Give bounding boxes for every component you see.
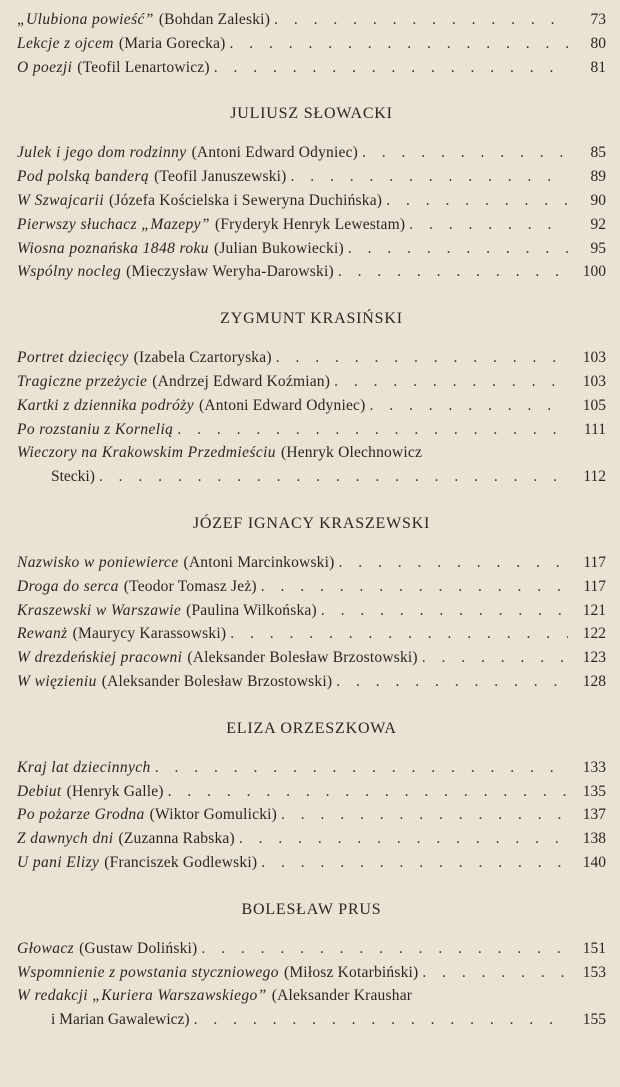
toc-entry [17, 213, 606, 237]
page-number: 123 [582, 649, 606, 667]
page-number: 111 [583, 420, 606, 438]
entry-title: O poezji [17, 58, 73, 76]
page-number: 117 [583, 553, 606, 571]
entry-title: Wiosna poznańska 1848 roku [17, 239, 209, 257]
page-number: 151 [582, 939, 606, 957]
dot-leader [230, 32, 568, 56]
entry-author: (Paulina Wilkońska) [186, 601, 317, 619]
entry-author: (Józefa Kościelska i Seweryna Duchińska) [109, 191, 383, 209]
entry-author: (Maria Gorecka) [118, 34, 226, 52]
entry-title: W więzieniu [17, 672, 97, 690]
dot-leader [291, 165, 568, 189]
entry-author: (Gustaw Doliński) [79, 939, 198, 957]
entry-author: (Teofil Lenartowicz) [77, 58, 210, 76]
entry-title: Kartki z dziennika podróży [17, 396, 195, 414]
page-number: 103 [582, 372, 606, 390]
entry-title: W redakcji „Kuriera Warszawskiego” [17, 987, 267, 1005]
toc-entry [17, 32, 606, 56]
page-number: 112 [583, 468, 606, 486]
entry-author: (Antoni Edward Odyniec) [199, 396, 366, 414]
dot-leader [230, 622, 568, 646]
toc-entry [17, 599, 606, 623]
dot-leader [422, 961, 568, 985]
toc-entry [17, 827, 606, 851]
dot-leader [338, 260, 568, 284]
toc-entry [17, 622, 606, 646]
dot-leader [339, 551, 569, 575]
entry-title: Wspólny nocleg [17, 263, 122, 281]
page-number: 95 [590, 239, 606, 257]
page-number: 117 [583, 577, 606, 595]
entry-author: (Teofil Januszewski) [154, 168, 287, 186]
page-number: 128 [582, 672, 606, 690]
toc-entry [17, 56, 606, 80]
section-heading: ELIZA ORZESZKOWA [226, 719, 397, 737]
section-heading: JULIUSZ SŁOWACKI [230, 105, 393, 123]
entry-title: Wspomnienie z powstania styczniowego [17, 963, 279, 981]
toc-entry [17, 984, 606, 1032]
toc-entry [17, 189, 606, 213]
entry-author: (Maurycy Karassowski) [72, 625, 227, 643]
toc-entry [17, 237, 606, 261]
entry-title: Portret dziecięcy [17, 349, 129, 367]
dot-leader [409, 213, 568, 237]
entry-title: Nazwisko w poniewierce [17, 553, 179, 571]
dot-leader [422, 646, 568, 670]
entry-title: Tragiczne przeżycie [17, 372, 148, 390]
entry-title: Kraj lat dziecinnych [17, 758, 151, 776]
entry-title: Julek i jego dom rodzinny [17, 144, 187, 162]
page-number: 92 [590, 215, 606, 233]
entry-title: „Ulubiona powieść” [17, 11, 154, 28]
entry-author: (Henryk Galle) [66, 782, 164, 800]
toc-entry [17, 756, 606, 780]
page-number: 137 [582, 806, 606, 824]
page-number: 153 [582, 963, 606, 981]
toc-entry [17, 551, 606, 575]
page-number: 73 [590, 11, 606, 28]
dot-leader [348, 237, 568, 261]
section-heading: JÓZEF IGNACY KRASZEWSKI [192, 514, 431, 532]
toc-entry [17, 937, 606, 961]
page-number: 155 [582, 1011, 606, 1029]
entry-author: (Julian Bukowiecki) [213, 239, 344, 257]
entry-author: (Antoni Marcinkowski) [183, 553, 335, 571]
entry-author: (Fryderyk Henryk Lewestam) [214, 215, 406, 233]
entry-author: (Teodor Tomasz Jeż) [123, 577, 257, 595]
entry-author: (Mieczysław Weryha-Darowski) [126, 263, 334, 281]
toc-entry [17, 646, 606, 670]
entry-author: (Aleksander Kraushar [271, 987, 413, 1005]
entry-title: Głowacz [17, 939, 75, 957]
entry-author: (Zuzanna Rabska) [118, 830, 235, 848]
dot-leader [201, 937, 568, 961]
page-number: 105 [582, 396, 606, 414]
page-number: 133 [582, 758, 606, 776]
entry-title: Debiut [17, 782, 62, 800]
entry-title: U pani Elizy [17, 853, 100, 871]
entry-author: (Henryk Olechnowicz [280, 444, 423, 462]
entry-author-continuation: Stecki) [51, 468, 95, 486]
entry-author: (Franciszek Godlewski) [104, 853, 258, 871]
page-number: 135 [582, 782, 606, 800]
toc-entry [17, 346, 606, 370]
entry-title: Pod polską banderą [17, 168, 150, 186]
dot-leader [321, 599, 568, 623]
dot-leader [239, 827, 568, 851]
dot-leader [369, 394, 568, 418]
toc-entry [17, 780, 606, 804]
toc-entry [17, 370, 606, 394]
dot-leader [99, 465, 568, 489]
entry-author: (Aleksander Bolesław Brzostowski) [187, 649, 418, 667]
dot-leader [168, 780, 568, 804]
entry-title: Wieczory na Krakowskim Przedmieściu [17, 444, 276, 462]
page-number: 138 [582, 830, 606, 848]
toc-entry [17, 575, 606, 599]
entry-title: Kraszewski w Warszawie [17, 601, 182, 619]
page-number: 140 [582, 853, 606, 871]
toc-entry [17, 851, 606, 875]
page-number: 122 [582, 625, 606, 643]
dot-leader [261, 851, 568, 875]
entry-author: (Aleksander Bolesław Brzostowski) [101, 672, 333, 690]
entry-title: Rewanż [17, 625, 68, 643]
entry-author: (Bohdan Zaleski) [158, 11, 271, 28]
dot-leader [155, 756, 568, 780]
entry-author: (Antoni Edward Odyniec) [191, 144, 359, 162]
dot-leader [177, 418, 568, 442]
section-heading: BOLESŁAW PRUS [241, 900, 382, 918]
toc-entry [17, 418, 606, 442]
page-number: 89 [590, 168, 606, 186]
dot-leader [276, 346, 568, 370]
toc-entry [17, 165, 606, 189]
dot-leader [336, 670, 568, 694]
toc-entry [17, 961, 606, 985]
entry-title: Pierwszy słuchacz „Mazepy” [17, 215, 210, 233]
table-of-contents [17, 8, 606, 1032]
page-number: 103 [582, 349, 606, 367]
toc-entry [17, 803, 606, 827]
entry-author-continuation: i Marian Gawalewicz) [51, 1011, 190, 1029]
dot-leader [261, 575, 568, 599]
page-number: 100 [582, 263, 606, 281]
entry-title: Po pożarze Grodna [17, 806, 145, 824]
section-heading: ZYGMUNT KRASIŃSKI [220, 310, 403, 328]
toc-entry [17, 441, 606, 489]
toc-entry [17, 8, 606, 32]
page-number: 81 [590, 58, 606, 76]
entry-author: (Izabela Czartoryska) [133, 349, 272, 367]
dot-leader [194, 1008, 568, 1032]
dot-leader [214, 56, 568, 80]
dot-leader [334, 370, 568, 394]
page-number: 80 [590, 34, 606, 52]
dot-leader [362, 141, 568, 165]
dot-leader [386, 189, 568, 213]
entry-title: Po rozstaniu z Kornelią [17, 420, 174, 438]
entry-author: (Miłosz Kotarbiński) [283, 963, 419, 981]
entry-title: Z dawnych dni [17, 830, 114, 848]
toc-entry [17, 394, 606, 418]
page-number: 121 [582, 601, 606, 619]
page-number: 90 [590, 191, 606, 209]
toc-entry [17, 141, 606, 165]
entry-title: Droga do serca [17, 577, 119, 595]
toc-entry [17, 670, 606, 694]
page-number: 85 [590, 144, 606, 162]
entry-author: (Andrzej Edward Koźmian) [152, 372, 331, 390]
entry-author: (Wiktor Gomulicki) [149, 806, 278, 824]
entry-title: W Szwajcarii [17, 191, 105, 209]
entry-title: Lekcje z ojcem [17, 34, 114, 52]
toc-entry [17, 260, 606, 284]
dot-leader [281, 803, 568, 827]
entry-title: W drezdeńskiej pracowni [17, 649, 183, 667]
dot-leader [274, 8, 568, 32]
